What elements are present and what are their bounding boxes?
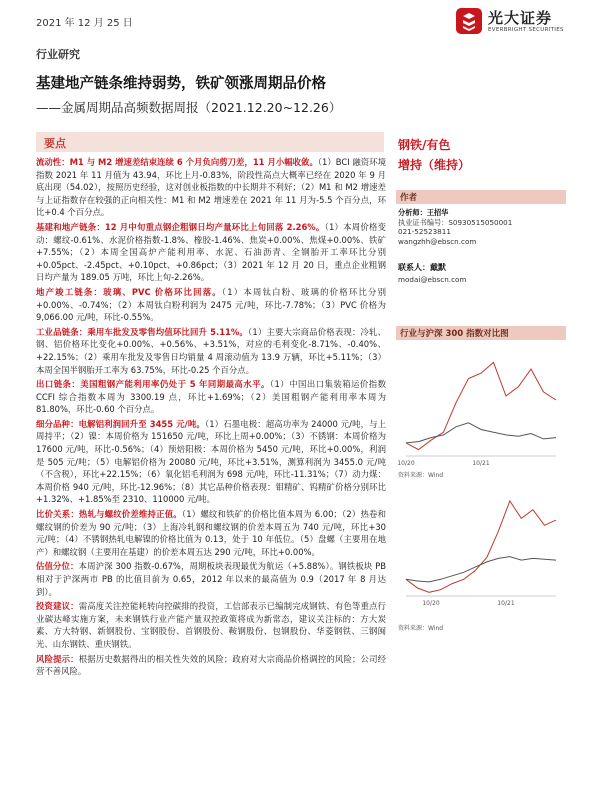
paragraph-heading: 细分品种：电解铝利润回升至 3455 元/吨。 (36, 418, 205, 429)
source-note-1: 资料来源：Wind (398, 472, 444, 479)
paragraph-text: （1）螺纹和铁矿的价格比值本周为 6.00；（2）热卷和螺纹钢的价差为 90 元/吨；（3）上海冷轧钢和螺纹钢的价差本周五为 740 元/吨，环比+30 元/吨；（4）不锈钢热轧电解镍的价格比值为 0.13，处于 10 年低位。（5）盘螺（主要用在地产）和螺纹钢（主要用在基建）的价差本周五达 290 元/吨，环比+0.00%。 (36, 509, 387, 557)
summary-paragraph (36, 600, 386, 650)
paragraph-text: （1）本周钛白粉、玻璃的价格环比分别+0.00%、-0.74%；（2）本周钛白粉利润为 2475 元/吨，环比-7.78%；（3）PVC 价格为 9,066.00 元/吨，环比-0.55%。 (36, 286, 386, 323)
paragraph-heading: 估值分位： (36, 561, 79, 572)
source-note-2: 资料来源：Wind (398, 625, 444, 632)
contact-name: 戴默 (430, 263, 446, 272)
x-tick-label: 10/20 (422, 600, 440, 607)
chart-box (396, 326, 566, 340)
x-tick-label: 10/21 (497, 600, 515, 607)
x-tick-label: 10/21 (472, 460, 490, 467)
paragraph-text: （1）中国出口集装箱运价指数 CCFI 综合指数本周为 3300.19 点，环比+1.69%；（2）美国粗钢产能利用率本周为 81.80%，环比-0.60 个百分点。 (36, 379, 386, 415)
chart-box-label: 行业与沪深 300 指数对比图 (400, 329, 509, 339)
paragraph-text: 本周沪深 300 指数-0.67%，周期板块表现最优为航运（+5.88%）。钢铁板块 PB 相对于沪深两市 PB 的比值目前为 0.65，2012 年以来的最高值为 0.9（2017 年 8 月达到）。 (36, 561, 386, 597)
paragraph-heading: 比价关系：热轧与螺纹价差维持正值。 (36, 509, 182, 520)
series-line-0 (406, 501, 556, 592)
paragraph-heading: 工业品链条：乘用车批发及零售均值环比回升 5.11%。 (36, 326, 248, 337)
summary-paragraph (36, 508, 386, 558)
summary-body (36, 156, 386, 680)
paragraph-heading: 投资建议： (36, 601, 79, 612)
paragraph-text: 根据历史数据得出的相关性失效的风险；政府对大宗商品价格调控的风险；公司经营不善风险。 (36, 653, 386, 677)
report-title: 基建地产链条维持弱势，铁矿领涨周期品价格 (36, 76, 326, 92)
report-subtitle: ——金属周期品高频数据周报（2021.12.20~12.26） (36, 100, 342, 115)
analyst-box-label: 作者 (400, 193, 418, 203)
series-line-1 (406, 557, 556, 582)
series-line-1 (406, 423, 556, 443)
summary-paragraph (36, 286, 386, 324)
paragraph-heading: 风险提示： (36, 653, 79, 664)
paragraph-text: （1）主要大宗商品价格表现：冷轧、钢、铝价格环比变化+0.00%、+0.56%、+3.51%，对应的毛利变化-8.71%、-0.40%、+22.15%；（2）乘用车批发及零售日均销量 4 周滚动值为 13.9 万辆，环比+5.11%；（3）本周全国半钢胎开工率为 63.75%，环比-0.25 个百分点。 (36, 326, 386, 375)
summary-paragraph (36, 418, 386, 506)
summary-label: 要点 (44, 137, 66, 150)
paragraph-heading: 出口链条：美国粗钢产能利用率仍处于 5 年同期最高水平。 (36, 379, 270, 390)
summary-paragraph (36, 560, 386, 598)
logo-mark-icon (456, 8, 482, 34)
summary-paragraph (36, 653, 386, 678)
contact-email[interactable]: modai@ebscn.com (398, 275, 467, 284)
paragraph-text: （1）本周价格变动：螺纹-0.61%、水泥价格指数-1.8%、橡胶-1.46%、焦炭+0.00%、焦煤+0.00%、铁矿+7.55%；（2）本周全国高炉产能利用率、水泥、石油沥青、全钢胎开工率环比分别+0.05pct、-2.45pct、+0.10pct、+0.86pct；（3）2021 年 12 月 20 日，重点企业粗钢日均产量为 189.05 万吨，环比上旬-2.26%。 (36, 221, 386, 283)
summary-paragraph (36, 378, 386, 416)
analyst-box (396, 190, 566, 204)
summary-paragraph (36, 221, 386, 284)
summary-paragraph (36, 326, 386, 376)
report-category: 行业研究 (36, 48, 80, 61)
index-comparison-charts (396, 346, 568, 626)
paragraph-heading: 地产竣工链条：玻璃、PVC 价格环比回落。 (36, 286, 222, 297)
series-line-0 (406, 362, 556, 449)
paragraph-text: 需高度关注控能耗转向控碳排的投资，工信部表示已编制完成钢铁、有色等重点行业碳达峰实施方案，未来钢铁行业产能产量双控政策将成为新常态，建议关注标的：方大炭素、方大特钢、新钢股份、宝钢股份、首钢股份、鞍钢股份、包钢股份、华菱钢铁、三钢闽光、山东钢铁、重庆钢铁。 (36, 601, 386, 649)
summary-paragraph (36, 156, 386, 219)
company-logo (456, 6, 576, 40)
analyst-phone: 021-52523811 (398, 227, 451, 237)
rating-label: 增持（维持） (398, 158, 471, 172)
paragraph-text: （1）石墨电极：超高功率为 24000 元/吨，与上周持平；（2）镍：本周价格为 151650 元/吨，环比上周+0.00%；（3）不锈钢：本周价格为 17600 元/吨，环比-0.56%；（4）预焙阳极：本周价格为 5450 元/吨，环比+0.00%，利润是 505 元/吨；（5）电解铝价格为 20080 元/吨，环比+3.51%，测算利润为 3455.0 元/吨（不含税），环比+22.15%；（6）氧化铝毛利润为 698 元/吨，环比-11.31%；（7）动力煤：本周价格 940 元/吨，环比-12.96%；（8）其它品种价格表现：钼精矿、钨精矿价格分别环比+1.32%、+1.85%至 2310、110000 元/吨。 (36, 418, 387, 505)
contact-label: 联系人： (398, 263, 430, 272)
report-date: 2021 年 12 月 25 日 (36, 18, 133, 29)
paragraph-heading: 基建和地产链条：12 月中旬重点钢企粗钢日均产量环比上旬回落 2.26%。 (36, 221, 325, 232)
chart-2 (406, 501, 556, 607)
paragraph-heading: 流动性：M1 与 M2 增速差结束连续 6 个月负向剪刀差，11 月小幅收敛。 (36, 157, 318, 167)
x-tick-label: 10/20 (397, 460, 415, 467)
chart-1 (397, 362, 556, 467)
contact-info (398, 262, 466, 284)
logo-text-en: EVERBRIGHT SECURITIES (488, 27, 564, 33)
paragraph-text: （1）BCI 融资环境指数 2021 年 11 月值为 43.94，环比上月-0.83%，阶段性高点大概率已经在 2020 年 9 月底出现（54.02），按照历史经验，这对创业板指数的中长期并不利好；（2）M1 和 M2 增速差与上证指数存在较强的正向相关性：M1 和 M2 增速差在 2021 年 11 月为-5.5 个百分点，环比+0.4 个百分点。 (36, 157, 386, 218)
summary-header (36, 132, 384, 152)
sector-name: 钢铁/有色 (398, 138, 451, 152)
analyst-info (398, 208, 512, 246)
logo-text-cn: 光大证券 (488, 9, 553, 27)
analyst-email[interactable]: wangzhh@ebscn.com (398, 236, 477, 246)
analyst-license: 执业证书编号：S0930515050001 (398, 217, 513, 227)
analyst-name: 分析师：王招华 (398, 208, 449, 217)
